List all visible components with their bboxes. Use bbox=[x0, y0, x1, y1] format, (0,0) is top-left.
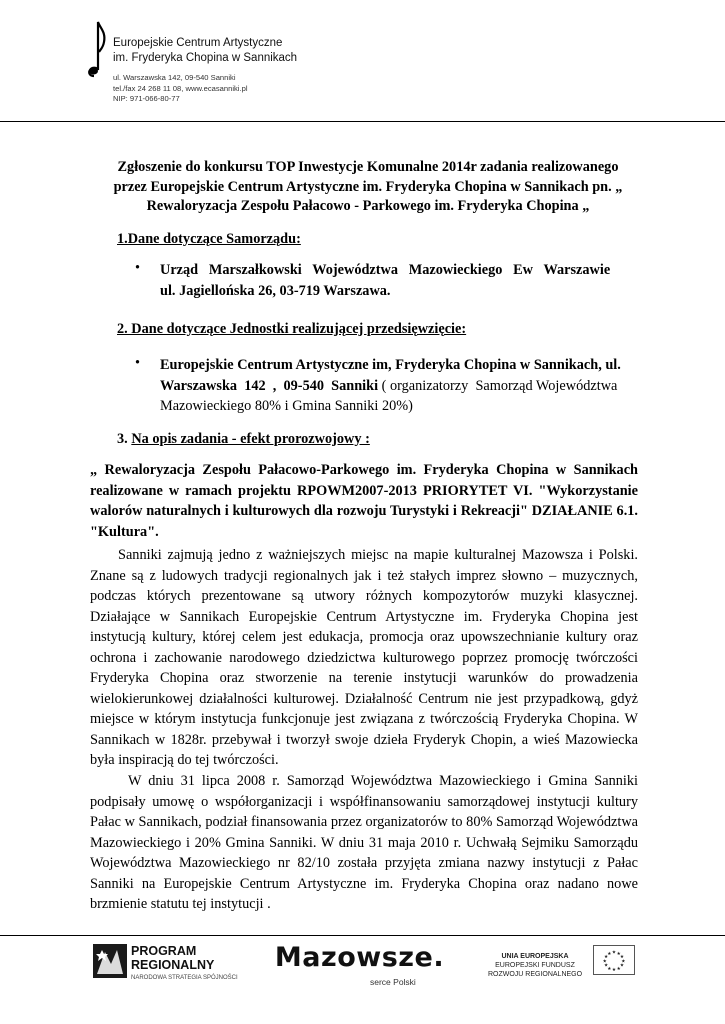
mazowsze-logo: Mazowsze. bbox=[274, 942, 445, 973]
nip-line: NIP: 971-066-80-77 bbox=[113, 94, 180, 104]
paragraph-2: W dniu 31 lipca 2008 r. Samorząd Województwa Mazowieckiego i Gmina Sanniki podpisały umowę o współorganizacji i współfinansowaniu samorządowej instytucji kultury Pałac w Sannikach, podział finansowania przez organizatorów to 80% Samorząd Województwa Mazowieckiego i 20% Gmina Sanniki. W dniu 31 maja 2010 r. Uchwałą Sejmiku Samorządu Województwa Mazowieckiego nr 82/10 została przyjęta zmiana nazwy instytucji z Pałac Sanniki na Europejskie Centrum Artystyczne im. Fryderyka Chopina oraz nadano nowe brzmienie statutu tej instytucji . bbox=[90, 773, 638, 912]
bullet-icon: • bbox=[135, 355, 141, 371]
org-name bbox=[113, 36, 297, 66]
svg-text:★: ★ bbox=[619, 955, 625, 961]
svg-text:★: ★ bbox=[603, 963, 609, 969]
svg-text:★: ★ bbox=[607, 951, 612, 957]
program-line1: PROGRAM bbox=[131, 944, 197, 958]
section3-number: 3. bbox=[117, 431, 128, 447]
section2-bullet-address: Warszawska 142 , 09-540 Sanniki bbox=[160, 377, 379, 394]
eu-line3: ROZWOJU REGIONALNEGO bbox=[487, 971, 583, 978]
svg-text:★: ★ bbox=[611, 968, 617, 974]
paragraph-1: Sanniki zajmują jedno z ważniejszych miejsc na mapie kulturalnej Mazowsza i Polski. Znane są z ludowych tradycji regionalnych jak i też stałych imprez słowno – muzycznych, podczas których prezentowane są utwory różnych kompozytorów muzyki klasycznej. Działające w Sannikach Europejskie Centrum Artystyczne im. Fryderyka Chopina jest instytucją kultury, której celem jest edukacja, promocja oraz upowszechnianie kultury oraz ochrona i zachowanie narodowego dziedzictwa kulturowego poprzez promocję twórczości Fryderyka Chopina oraz stworzenie na terenie instytucji warunków do prowadzenia wielokierunkowej działalności kulturowej. Działalność Centrum nie jest przypadkową, gdyż miejsce w którym instytucja funkcjonuje jest związana z twórczością Fryderyka Chopina. W Sannikach w 1828r. przebywał i tworzył swoje dzieła Fryderyk Chopin, a wieś Mazowiecka była inspiracją do tej twórczości. bbox=[90, 547, 638, 768]
title-line3: Rewaloryzacja Zespołu Pałacowo - Parkowego im. Fryderyka Chopina „ bbox=[146, 198, 590, 214]
document-title bbox=[90, 158, 646, 217]
bullet-icon: • bbox=[135, 260, 141, 276]
header-divider bbox=[0, 121, 725, 122]
svg-text:★: ★ bbox=[619, 963, 625, 969]
section2-bullet-line1: Europejskie Centrum Artystyczne im, Fryderyka Chopina w Sannikach, ul. bbox=[160, 357, 621, 373]
section1-bullet-line1: Urząd Marszałkowski Województwa Mazowieckiego Ew Warszawie bbox=[160, 262, 611, 278]
mazowsze-tagline: serce Polski bbox=[370, 977, 416, 987]
org-name-line2: im. Fryderyka Chopina w Sannikach bbox=[113, 52, 298, 64]
eu-line2: EUROPEJSKI FUNDUSZ bbox=[495, 962, 575, 969]
svg-text:★: ★ bbox=[602, 959, 607, 965]
section1-bullet-line2: ul. Jagiellońska 26, 03-719 Warszawa. bbox=[160, 282, 391, 299]
section2-bullet-line3: Mazowieckiego 80% i Gmina Sanniki 20%) bbox=[160, 398, 413, 414]
section2-bullet-text bbox=[160, 355, 637, 417]
section1-heading: 1.Dane dotyczące Samorządu: bbox=[117, 231, 301, 247]
program-regionalny-text bbox=[131, 944, 214, 972]
program-line2: REGIONALNY bbox=[131, 958, 215, 972]
section2-bullet-organizers: ( organizatorzy Samorząd Województwa bbox=[378, 377, 618, 394]
svg-text:★: ★ bbox=[621, 959, 626, 965]
program-subtitle: NARODOWA STRATEGIA SPÓJNOŚCI bbox=[131, 975, 238, 981]
section3-heading-text: Na opis zadania - efekt prorozwojowy : bbox=[131, 431, 370, 447]
title-line1: Zgłoszenie do konkursu TOP Inwestycje Komunalne 2014r zadania realizowanego bbox=[117, 159, 619, 175]
org-name-line1: Europejskie Centrum Artystyczne bbox=[113, 37, 283, 49]
section2-bullet-line2 bbox=[160, 376, 637, 397]
svg-text:★: ★ bbox=[611, 950, 617, 956]
svg-text:★: ★ bbox=[616, 951, 621, 957]
eu-line1: UNIA EUROPEJSKA bbox=[501, 953, 569, 960]
program-regionalny-logo-icon bbox=[93, 944, 127, 978]
section1-bullet-text bbox=[160, 260, 637, 301]
svg-text:★: ★ bbox=[607, 966, 612, 972]
org-address bbox=[113, 73, 248, 105]
svg-text:★: ★ bbox=[603, 955, 609, 961]
footer-divider bbox=[0, 935, 725, 936]
svg-text:★: ★ bbox=[616, 966, 621, 972]
eu-text bbox=[480, 952, 590, 979]
title-line2: przez Europejskie Centrum Artystyczne im. Fryderyka Chopina w Sannikach pn. „ bbox=[113, 178, 623, 195]
address-line: ul. Warszawska 142, 09-540 Sanniki bbox=[113, 73, 236, 82]
project-description: „ Rewaloryzacja Zespołu Pałacowo-Parkowego im. Fryderyka Chopina w Sannikach realizowane w ramach projektu RPOWM2007-2013 PRIORYTET VI. "Wykorzystanie walorów naturalnych i kulturowych dla rozwoju Turystyki i Rekreacji" DZIAŁANIE 6.1. "Kultura". bbox=[90, 462, 638, 540]
section3-heading bbox=[117, 429, 370, 449]
section2-heading: 2. Dane dotyczące Jednostki realizującej przedsięwzięcie: bbox=[117, 321, 467, 337]
eu-flag-icon bbox=[593, 945, 635, 975]
music-note-logo-icon bbox=[84, 18, 110, 78]
contact-line: tel./fax 24 268 11 08, www.ecasanniki.pl bbox=[113, 83, 248, 93]
